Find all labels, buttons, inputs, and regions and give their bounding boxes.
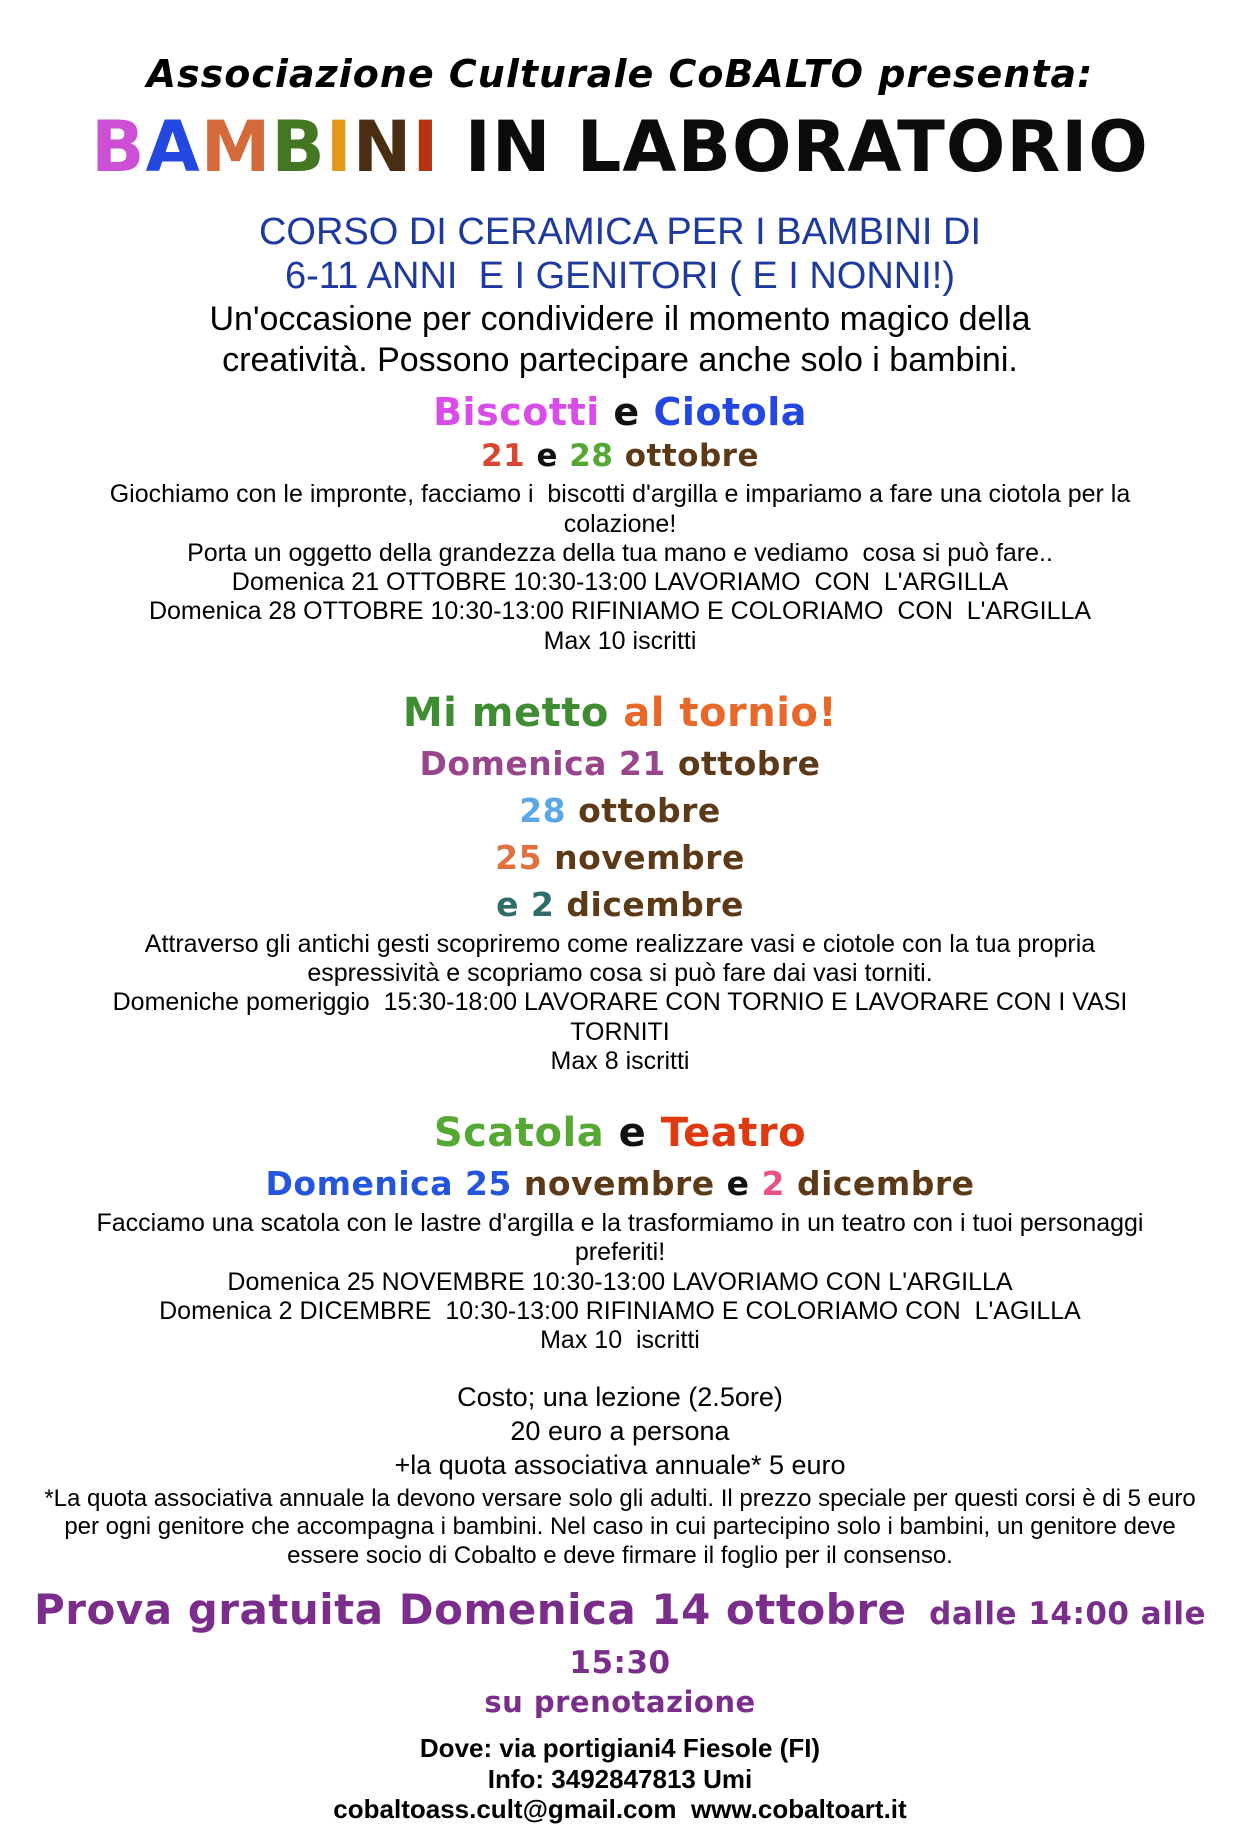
section-tornio-title [0,690,1240,736]
text-part: B [271,106,326,188]
body-line: Giochiamo con le impronte, facciamo i biscotti d'argilla e impariamo a fare una ciotola per la [109,480,1131,509]
text-part: N [352,106,413,188]
section-biscotti-title [0,390,1240,434]
text-part: al tornio! [623,689,838,736]
text-part: ottobre [665,743,821,783]
body-line: colazione! [563,509,677,538]
main-title-bambini [91,106,439,188]
free-trial-time: dalle 14:00 alle 15:30 [569,1595,1218,1681]
cost-line: +la quota associativa annuale* 5 euro [394,1449,846,1480]
note-line: per ogni genitore che accompagna i bambini. Nel caso in cui partecipino solo i bambini, un genitore deve [64,1513,1176,1541]
body-line: Domeniche pomeriggio 15:30-18:00 LAVORARE CON TORNIO E LAVORARE CON I VASI [112,988,1128,1017]
cost-note [0,1485,1240,1571]
text-part: Biscotti [433,390,600,435]
section-scatola-title [0,1110,1240,1156]
body-line: preferiti! [574,1238,666,1267]
text-part: I [412,106,440,188]
text-part: M [200,106,272,188]
text-part: Teatro [660,1110,807,1157]
body-line: Porta un oggetto della grandezza della tua mano e vediamo cosa si può fare.. [187,538,1053,567]
main-title [0,106,1240,188]
section-scatola-dates [0,1164,1240,1203]
text-part: Scatola [433,1110,605,1157]
text-part: novembre [511,1164,727,1204]
course-heading-line1: CORSO DI CERAMICA PER I BAMBINI DI [258,211,982,253]
section-tornio-body [0,930,1240,1076]
text-part: novembre [542,837,745,877]
presenter-line: Associazione Culturale CoBALTO presenta: [146,52,1094,96]
body-line: Domenica 25 NOVEMBRE 10:30-13:00 LAVORIAMO CON L'ARGILLA [227,1267,1013,1296]
body-line: Domenica 28 OTTOBRE 10:30-13:00 RIFINIAMO E COLORIAMO CON L'ARGILLA [148,597,1092,626]
free-trial-sub: su prenotazione [484,1684,756,1719]
text-part: B [91,106,146,188]
note-line: *La quota associativa annuale la devono versare solo gli adulti. Il prezzo speciale per questi corsi è di 5 euro [44,1484,1196,1512]
text-part: Ciotola [653,390,807,435]
body-line: Domenica 2 DICEMBRE 10:30-13:00 RIFINIAMO E COLORIAMO CON L'AGILLA [159,1296,1081,1325]
section-tornio-date-2 [0,791,1240,830]
body-line: espressività e scopriamo cosa si può fare dai vasi torniti. [307,959,933,988]
text-part: e [525,438,570,475]
text-part: 21 [481,438,526,475]
text-part: ottobre [566,790,721,830]
body-line: Facciamo una scatola con le lastre d'argilla e la trasformiamo in un teatro con i tuoi personaggi [96,1209,1144,1238]
section-biscotti-body [0,480,1240,656]
course-heading-line2: 6-11 ANNI E I GENITORI ( E I NONNI!) [284,255,956,298]
text-part: Domenica 25 [265,1164,512,1204]
section-tornio-date-3 [0,838,1240,877]
text-part: 28 [519,790,567,830]
text-part: 28 [569,438,614,475]
free-trial-line [0,1585,1240,1683]
section-tornio-date-4 [0,885,1240,924]
text-part: A [145,106,201,188]
footer-address: Dove: via portigiani4 Fiesole (FI) [419,1732,821,1763]
occasion-line1: Un'occasione per condividere il momento magico della [209,300,1031,339]
text-part: ottobre [613,438,759,475]
occasion-line2: creatività. Possono partecipare anche solo i bambini. [222,341,1018,380]
footer-block [0,1733,1240,1825]
text-part: dicembre [554,884,744,924]
text-part: e [604,1110,661,1157]
cost-line: 20 euro a persona [510,1416,730,1447]
text-part: 2 [761,1164,785,1204]
note-line: essere socio di Cobalto e deve firmare il foglio per il consenso. [287,1542,953,1570]
body-line: Max 8 iscritti [550,1046,690,1075]
text-part: Domenica 21 [419,743,666,783]
footer-phone: Info: 3492847813 Umi [487,1763,753,1794]
flyer-page [0,52,1240,1825]
text-part: I [325,106,353,188]
body-line: Domenica 21 OTTOBRE 10:30-13:00 LAVORIAMO CON L'ARGILLA [231,568,1009,597]
main-title-rest: IN LABORATORIO [439,106,1149,188]
free-trial-main: Prova gratuita Domenica 14 ottobre [34,1584,907,1634]
body-line: TORNITI [570,1017,670,1046]
text-part: 25 [495,837,543,877]
text-part: Mi metto [402,689,624,736]
body-line: Max 10 iscritti [543,626,697,655]
footer-contacts: cobaltoass.cult@gmail.com www.cobaltoart.it [333,1794,907,1825]
section-tornio-date-1 [0,744,1240,783]
body-line: Attraverso gli antichi gesti scopriremo come realizzare vasi e ciotole con la tua propria [144,929,1096,958]
body-line: Max 10 iscritti [540,1326,700,1355]
section-scatola-body [0,1209,1240,1355]
cost-line: Costo; una lezione (2.5ore) [457,1382,783,1413]
text-part: e [726,1164,762,1204]
text-part: e 2 [496,884,555,924]
text-part: e [599,390,654,435]
text-part: dicembre [784,1164,975,1204]
cost-block [0,1381,1240,1482]
section-biscotti-dates [0,438,1240,474]
